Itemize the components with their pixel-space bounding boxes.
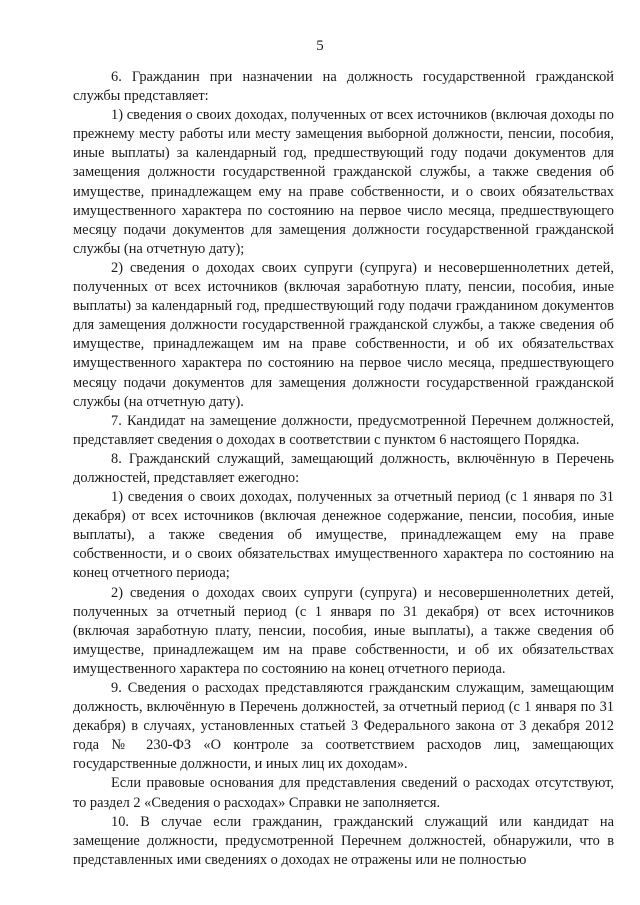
paragraph-6-item-1: 1) сведения о своих доходах, полученных от всех источников (включая доходы по прежнему месту работы или месту замещения выборной должности, пенсии, пособия, иные выплаты) за календарный год, предшествующий году подачи документов для замещения должности государственной гражданской службы, а также сведения об имуществе, принадлежащем ему на праве собственности, и о своих обязательствах имущественного характера по состоянию на первое число месяца, предшествующего месяцу подачи документов для замещения должности государственной гражданской службы (на отчетную дату); bbox=[73, 107, 614, 257]
document-body bbox=[73, 68, 614, 870]
paragraph-9-note: Если правовые основания для представления сведений о расходах отсутствуют, то раздел 2 «Сведения о расходах» Справки не заполняется. bbox=[73, 775, 614, 811]
paragraph-9: 9. Сведения о расходах представляются гражданским служащим, замещающим должность, включённую в Перечень должностей, за отчетный период (с 1 января по 31 декабря) в случаях, установленных статьей 3 Федерального закона от 3 декабря 2012 года № 230-ФЗ «О контроле за соответствием расходов лиц, замещающих государственные должности, и иных лиц их доходам». bbox=[73, 680, 614, 773]
paragraph-7: 7. Кандидат на замещение должности, предусмотренной Перечнем должностей, представляет сведения о доходах в соответствии с пунктом 6 настоящего Порядка. bbox=[73, 412, 614, 448]
paragraph-8: 8. Гражданский служащий, замещающий должность, включённую в Перечень должностей, представляет ежегодно: bbox=[73, 450, 614, 486]
page-number: 5 bbox=[316, 38, 324, 54]
paragraph-6: 6. Гражданин при назначении на должность государственной гражданской службы представляет: bbox=[73, 69, 614, 105]
paragraph-6-item-2: 2) сведения о доходах своих супруги (супруга) и несовершеннолетних детей, полученных от всех источников (включая заработную плату, пенсии, пособия, иные выплаты) за календарный год, предшествующий году подачи гражданином документов для замещения должности государственной гражданской службы, а также сведения об имуществе, принадлежащем им на праве собственности, и об их обязательствах имущественного характера по состоянию на первое число месяца, предшествующего месяцу подачи документов для замещения должности государственной гражданской службы (на отчетную дату). bbox=[73, 259, 614, 410]
paragraph-8-item-2: 2) сведения о доходах своих супруги (супруга) и несовершеннолетних детей, полученных за отчетный период (с 1 января по 31 декабря) от всех источников (включая заработную плату, пенсии, пособия, иные выплаты), а также сведения об имуществе, принадлежащем им на праве собственности, и об их обязательствах имущественного характера по состоянию на конец отчетного периода. bbox=[73, 584, 614, 677]
paragraph-10: 10. В случае если гражданин, гражданский служащий или кандидат на замещение должности, предусмотренной Перечнем должностей, обнаружили, что в представленных ими сведениях о доходах не отражены или не полностью bbox=[73, 813, 614, 868]
paragraph-8-item-1: 1) сведения о своих доходах, полученных за отчетный период (с 1 января по 31 декабря) от всех источников (включая денежное содержание, пенсии, пособия, иные выплаты), а также сведения об имуществе, принадлежащем ему на праве собственности, и о своих обязательствах имущественного характера по состоянию на конец отчетного периода; bbox=[73, 489, 614, 582]
